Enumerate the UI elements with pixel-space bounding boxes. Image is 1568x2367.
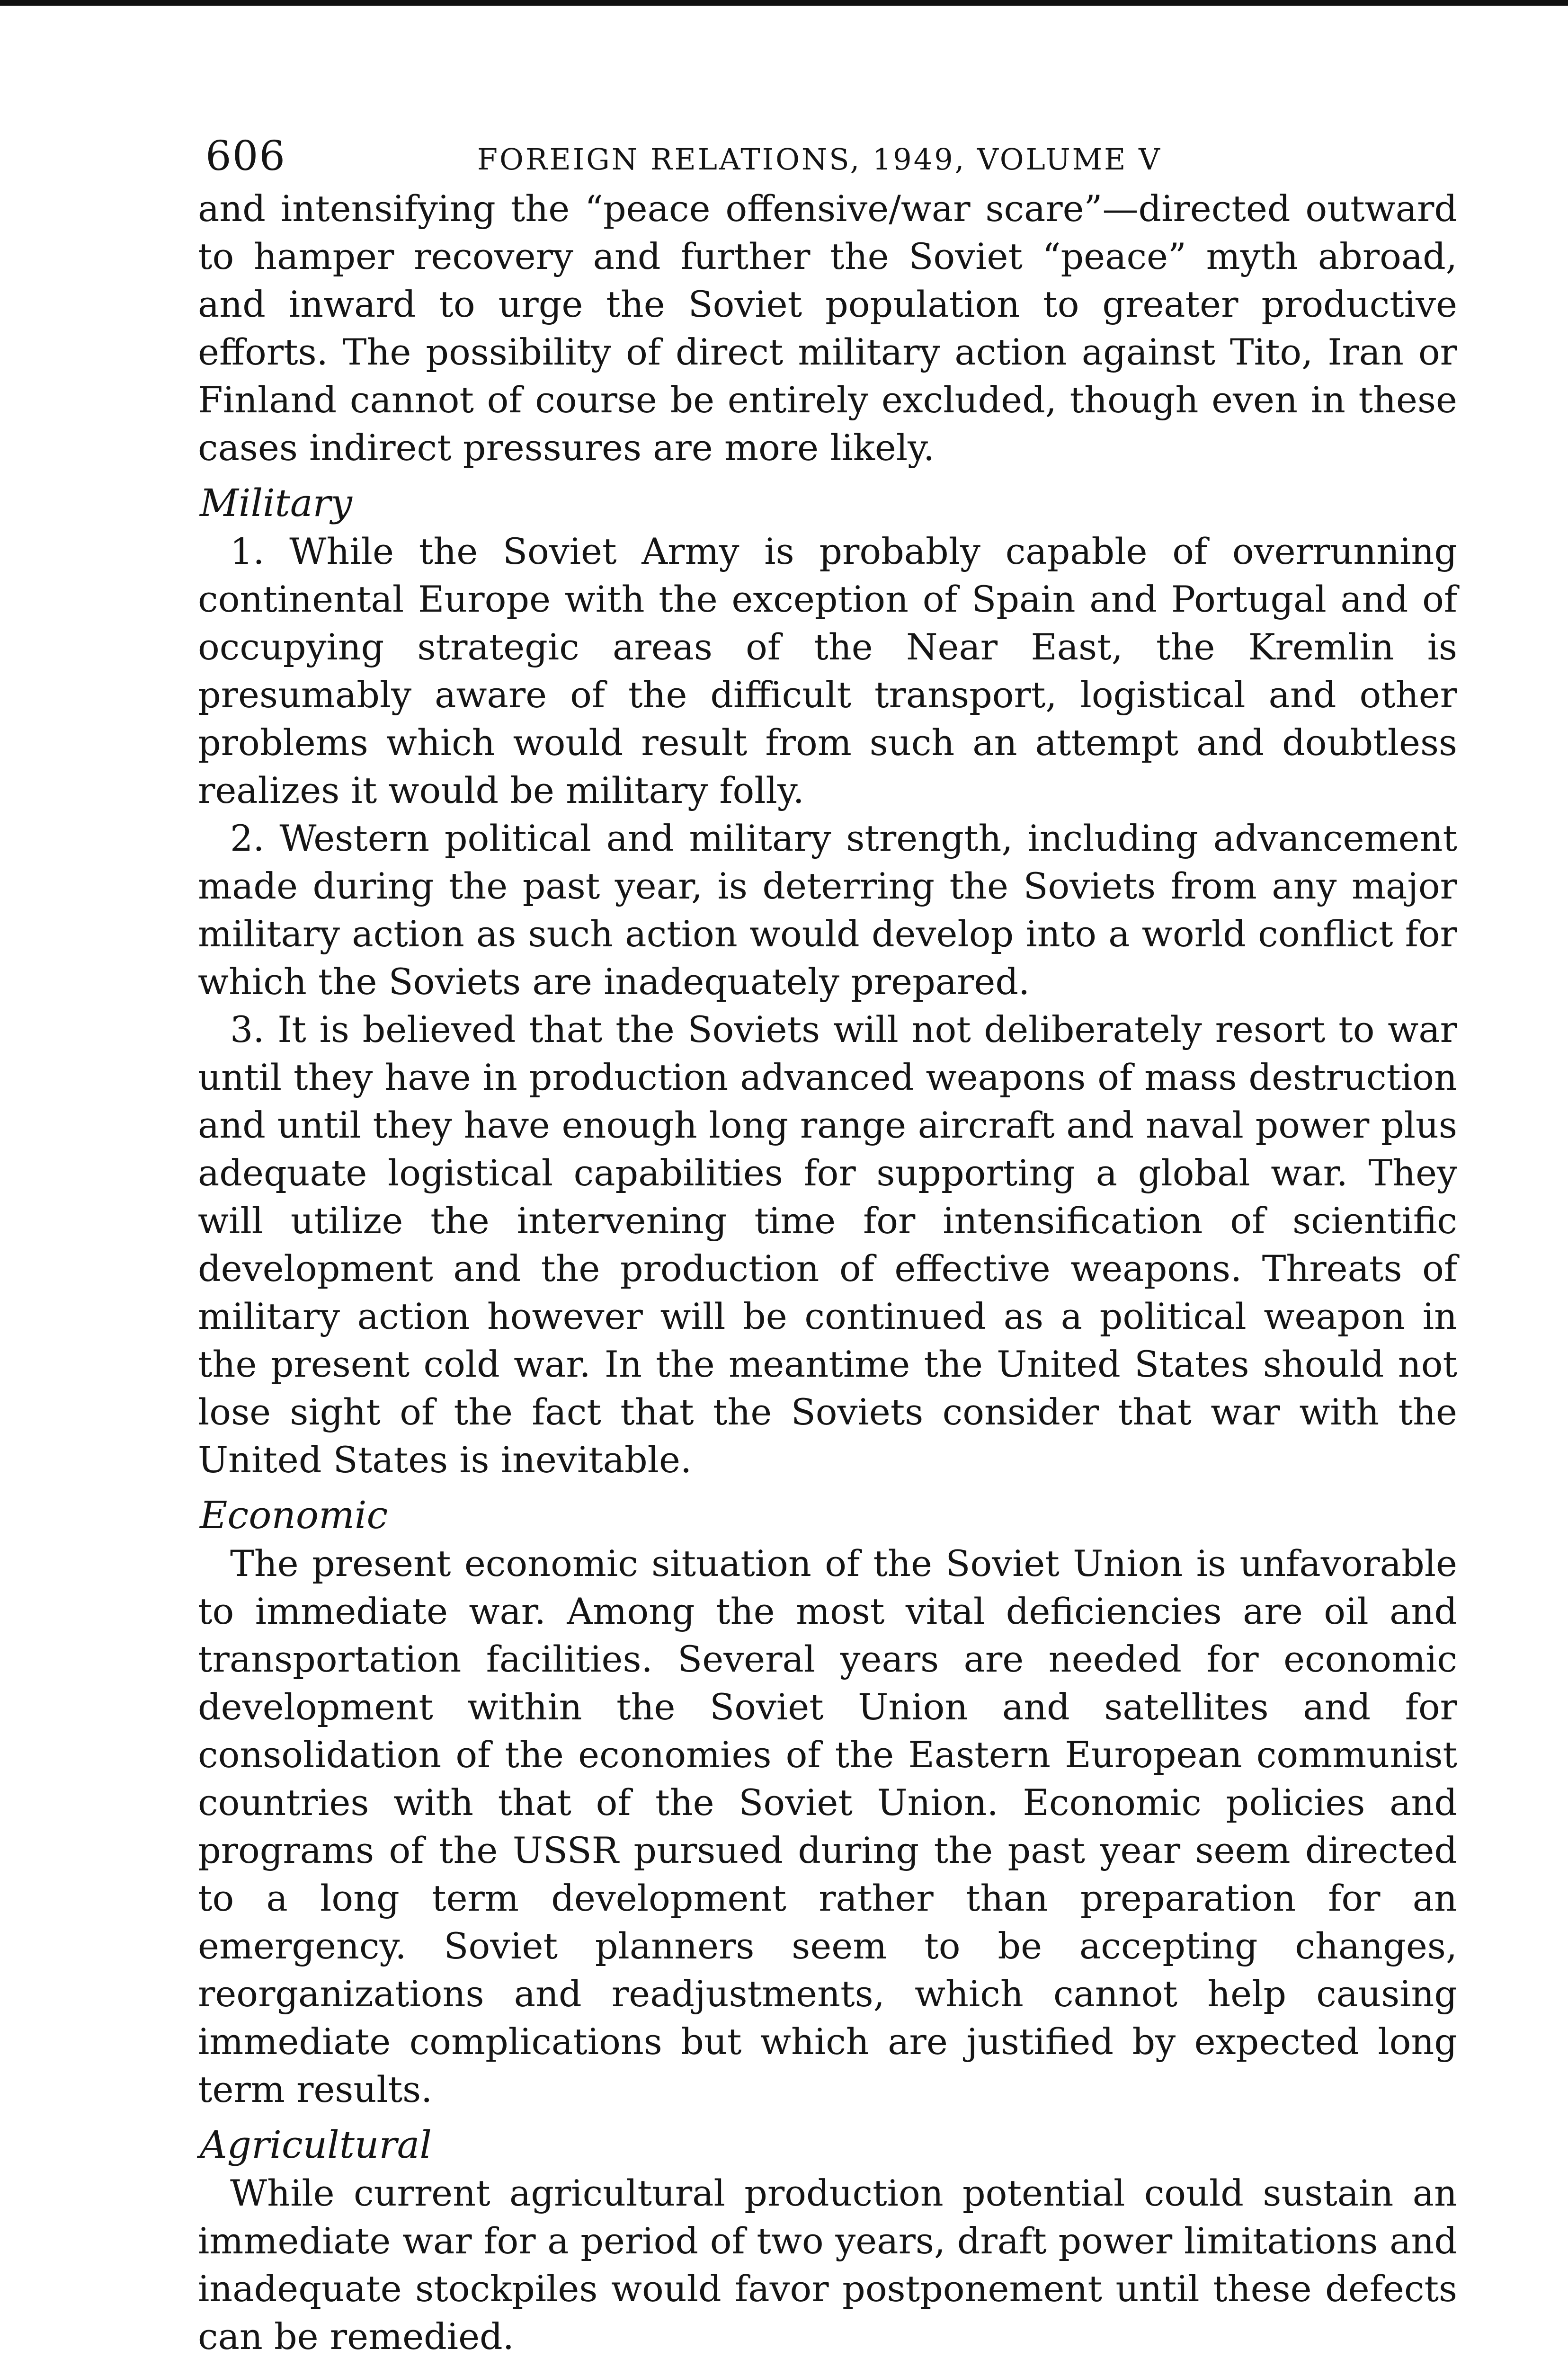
document-page (198, 123, 1457, 2360)
intro-paragraph: and intensifying the “peace offensive/war scare”—directed outward to hamper recovery and further the Soviet “peace” myth abroad, and inward to urge the Soviet population to greater productive efforts. The possibility of direct military action against Tito, Iran or Finland cannot of course be entirely excluded, though even in these cases indirect pressures are more likely. (198, 187, 1457, 469)
military-heading: Military (200, 481, 352, 525)
economic-heading: Economic (200, 1493, 388, 1537)
military-item-3: 3. It is believed that the Soviets will not deliberately resort to war until they have in production advanced weapons of mass destruction and until they have enough long range aircraft and naval power plus adequate logistical capabilities for supporting a global war. They will utilize the intervening time for intensification of scientific development and the production of effective weapons. Threats of military action however will be continued as a political weapon in the present cold war. In the meantime the United States should not lose sight of the fact that the Soviets consider that war with the United States is inevitable. (198, 1008, 1457, 1481)
economic-paragraph: The present economic situation of the Soviet Union is unfavorable to immediate war. Among the most vital deficiencies are oil and transportation facilities. Several years are needed for economic development within the Soviet Union and satellites and for consolidation of the economies of the Eastern European communist countries with that of the Soviet Union. Economic policies and programs of the USSR pursued during the past year seem directed to a long term development rather than preparation for an emergency. Soviet planners seem to be accepting changes, reorganizations and readjustments, which cannot help causing immediate complications but which are justified by expected long term results. (198, 1542, 1457, 2110)
page-number: 606 (205, 133, 286, 180)
running-header-title: FOREIGN RELATIONS, 1949, VOLUME V (477, 142, 1162, 177)
military-item-2: 2. Western political and military strength, including advancement made during the past year, is deterring the Soviets from any major military action as such action would develop into a world conflict for which the Soviets are inadequately prepared. (198, 817, 1457, 1003)
agricultural-paragraph: While current agricultural production potential could sustain an immediate war for a period of two years, draft power limitations and inadequate stockpiles would favor postponement until these defects can be remedied. (198, 2172, 1457, 2358)
top-border-rule (0, 0, 1568, 6)
agricultural-heading: Agricultural (200, 2123, 432, 2167)
military-item-1: 1. While the Soviet Army is probably capable of overrunning continental Europe with the exception of Spain and Portugal and of occupying strategic areas of the Near East, the Kremlin is presumably aware of the difficult transport, logistical and other problems which would result from such an attempt and doubtless realizes it would be military folly. (198, 530, 1457, 811)
running-header (198, 123, 1457, 185)
